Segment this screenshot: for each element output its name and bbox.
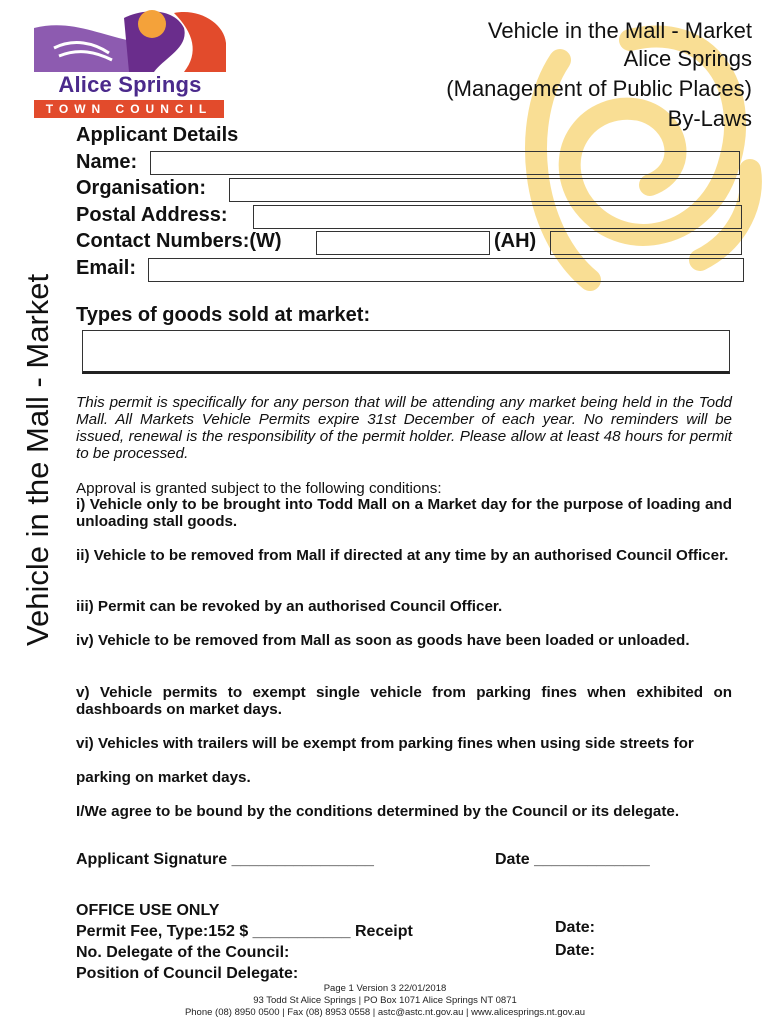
goods-heading: Types of goods sold at market: (76, 304, 371, 326)
council-logo (34, 8, 226, 118)
email-label: Email: (76, 257, 137, 279)
condition-3: iii) Permit can be revoked by an authorised Council Officer. (76, 598, 503, 615)
after-hours-phone-field[interactable] (550, 231, 742, 255)
condition-1: i) Vehicle only to be brought into Todd Mall on a Market day for the purpose of loading and unloading stall goods. (76, 496, 732, 530)
intro-paragraph: This permit is specifically for any person that will be attending any market being held in the Todd Mall. All Markets Vehicle Permits expire 31st December of each year. No reminders will be issued, renewal is the responsibility of the permit holder. Please allow at least 48 hours for permit to be processed. (76, 394, 732, 462)
footer-contact: Phone (08) 8950 0500 | Fax (08) 8953 0558 | astc@astc.nt.gov.au | www.alicesprings.nt.gov.au (184, 1007, 586, 1018)
condition-6: vi) Vehicles with trailers will be exempt from parking fines when using side streets for (76, 735, 694, 752)
applicant-heading: Applicant Details (76, 124, 239, 146)
organisation-field[interactable] (229, 178, 740, 202)
name-label: Name: (76, 151, 138, 173)
title-line-2: Alice Springs (623, 46, 752, 71)
delegate-number-line: No. Delegate of the Council: (76, 944, 290, 961)
organisation-label: Organisation: (76, 177, 207, 199)
office-use-heading: OFFICE USE ONLY (76, 902, 220, 919)
condition-4: iv) Vehicle to be removed from Mall as soon as goods have been loaded or unloaded. (76, 632, 690, 649)
footer-address: 93 Todd St Alice Springs | PO Box 1071 Alice Springs NT 0871 (253, 995, 517, 1006)
title-line-1: Vehicle in the Mall - Market (487, 18, 752, 43)
condition-6-continued: parking on market days. (76, 769, 251, 786)
name-field[interactable] (150, 151, 740, 175)
postal-address-label: Postal Address: (76, 204, 228, 226)
delegate-position-line: Position of Council Delegate: (76, 965, 299, 982)
logo-band: TOWN COUNCIL (34, 100, 224, 118)
permit-fee-line: Permit Fee, Type:152 $ ___________ Receipt (76, 923, 413, 940)
contact-numbers-label: Contact Numbers:(W) (76, 230, 282, 252)
approval-text: Approval is granted subject to the following conditions: (76, 480, 442, 497)
applicant-signature-line[interactable]: Applicant Signature ________________ (76, 851, 374, 868)
goods-field[interactable] (82, 330, 730, 374)
signature-date-line[interactable]: Date _____________ (495, 851, 650, 868)
office-date-1: Date: (555, 919, 596, 936)
agreement-text: I/We agree to be bound by the conditions determined by the Council or its delegate. (76, 803, 680, 820)
side-title: Vehicle in the Mall - Market (20, 273, 55, 646)
office-date-2: Date: (555, 942, 596, 959)
condition-5: v) Vehicle permits to exempt single vehicle from parking fines when exhibited on dashboards on market days. (76, 684, 732, 718)
logo-graphic (34, 8, 226, 72)
title-line-4: By-Laws (667, 106, 752, 131)
condition-2: ii) Vehicle to be removed from Mall if directed at any time by an authorised Council Officer. (76, 547, 729, 564)
title-line-3: (Management of Public Places) (446, 76, 752, 101)
postal-address-field[interactable] (253, 205, 742, 229)
email-field[interactable] (148, 258, 744, 282)
footer-page-info: Page 1 Version 3 22/01/2018 (323, 983, 447, 994)
after-hours-label: (AH) (494, 230, 537, 252)
logo-name: Alice Springs (58, 72, 202, 97)
work-phone-field[interactable] (316, 231, 490, 255)
